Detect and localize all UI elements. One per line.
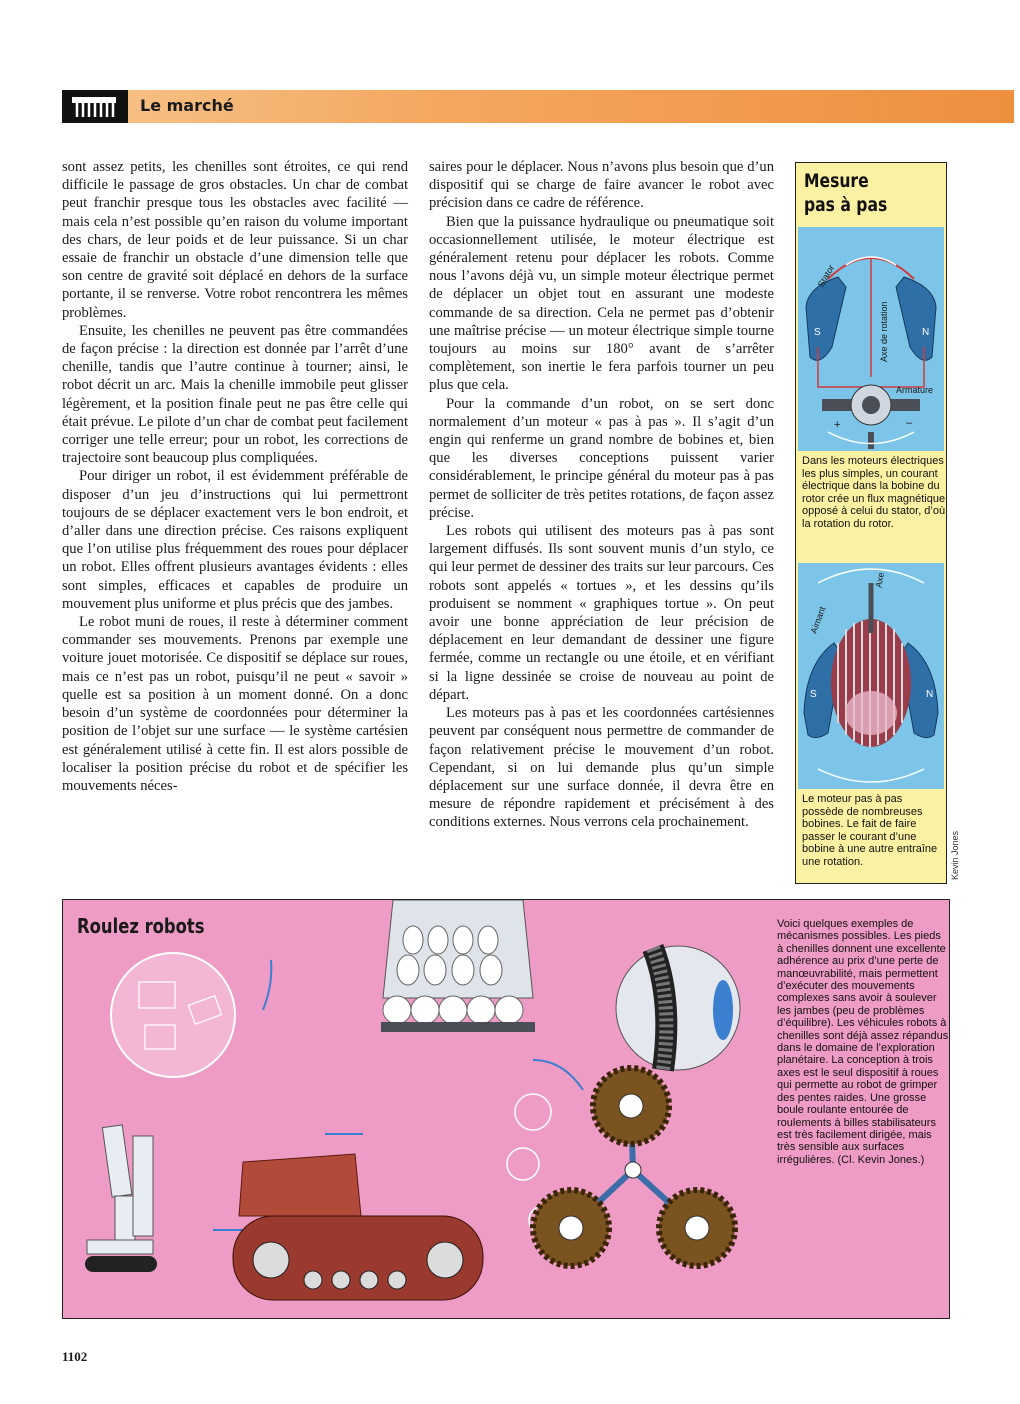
paragraph: sont assez petits, les chenilles sont étroites, ce qui rend difficile le passage de gros obstacles. Un char de combat peut franchir presque tous les obstacles avec facilité — mais cela n’est possible qu’en raison du volume important des chars, de leur poids et de leur puissance. Si un char essaie de franchir un obstacle d’une dimension telle que son centre de gravité soit déplacé en dehors de la surface portante, il se renverse. Votre robot rencontrera les mêmes problèmes.: [62, 159, 408, 321]
paragraph: Pour la commande d’un robot, on se sert donc normalement d’un moteur « pas à pas ». Il s’agit d’un engin qui renferme un grand nombre de bobines et, bien que les diverses conceptions puissent varier considérablement, le principe général du moteur pas à pas permet de solliciter de très petites rotations, de façon assez précise.: [429, 395, 774, 521]
stepper-motor-sidebar: [795, 162, 947, 884]
simple-motor-illustration: [798, 227, 944, 451]
paragraph: Ensuite, les chenilles ne peuvent pas être commandées de façon précise : la direction est donnée par l’arrêt d’une chenille, tandis que l’autre continue à tourner; ainsi, le robot décrit un arc. Mais la chenille immobile peut glisser légèrement, et la position finale peut ne pas être celle qui était prévue. Le pilote d’un char de combat peut facilement corriger une telle erreur; pour un robot, les corrections de trajectoire sont beaucoup plus compliquées.: [62, 322, 408, 467]
paragraph: Les moteurs pas à pas et les coordonnées cartésiennes peuvent par conséquent nous permettre de commander de façon relativement précise le mouvement d’un robot. Cependant, si on lui demande plus qu’un simple déplacement sur une surface donnée, il devra être en mesure de répondre rapidement et précisément à des conditions externes. Nous verrons cela prochainement.: [429, 705, 774, 831]
illustration-credit: Kevin Jones: [950, 830, 960, 880]
stepper-motor-caption: Le moteur pas à pas possède de nombreuses bobines. Le fait de faire passer le courant d’une bobine à une autre entraîne une rotation.: [802, 793, 938, 868]
south-pole-label-2: S: [810, 689, 817, 700]
page-number: 1102: [62, 1349, 88, 1364]
robot-mechanisms-illustration: [63, 900, 763, 1318]
north-pole-label-2: N: [926, 689, 934, 700]
axis-label-2: Axe: [873, 571, 887, 589]
minus-label: –: [906, 417, 913, 429]
armature-label: Armature: [896, 385, 934, 395]
paragraph: Le robot muni de roues, il reste à déterminer comment commander ses mouvements. Prenons par exemple une voiture jouet motorisée. Ce dispositif se déplace sur roues, mais ce n’est pas un robot, puisqu’il ne peut « savoir » quelle est sa position à un moment donné. On a donc besoin d’un système de coordonnées pour déterminer la position de l’objet sur une surface — le système cartésien est généralement utilisé à cette fin. Il est alors possible de localiser la position précise du robot et de spécifier les mouvements néces-: [62, 614, 408, 794]
simple-motor-caption: Dans les moteurs électriques les plus simples, un courant électrique dans la bobine du rotor crée un flux magnétique opposé à celui du stator, d’où la rotation du rotor.: [802, 455, 946, 530]
box-caption: Voici quelques exemples de mécanismes possibles. Les pieds à chenilles donnent une excellente adhérence au prix d’une perte de manœuvrabilité, mais permettent d’exécuter des mouvements complexes sans avoir à soulever les jambes (peu de problèmes d’équilibre). Les véhicules robots à chenilles sont déjà assez répandus dans le domaine de l’exploration planétaire. La conception à trois axes est le seul dispositif à roues qui permette au robot de grimper des pentes raides. Une grosse boule roulante entourée de roulements à billes stabilisateurs est très facilement dirigée, mais très sensible aux surfaces irrégulières. (Cl. Kevin Jones.): [777, 918, 949, 1166]
article-column-2: [429, 158, 774, 832]
axis-label: Axe de rotation: [879, 301, 889, 362]
plus-label: +: [834, 419, 841, 431]
sidebar-title: Mesure pas à pas: [804, 170, 888, 216]
paragraph: saires pour le déplacer. Nous n’avons plus besoin que d’un dispositif qui se charge de faire avancer le robot avec précision dans ce cadre de référence.: [429, 159, 774, 212]
section-title: Le marché: [140, 96, 234, 115]
north-pole-label: N: [922, 327, 930, 338]
south-pole-label: S: [814, 327, 821, 338]
stepper-motor-illustration: [798, 563, 944, 789]
stator-label: Stator: [815, 263, 837, 289]
paragraph: Pour diriger un robot, il est évidemment préférable de disposer d’un jeu d’instructions qui lui permettront toujours de se déplacer exactement vers le bon endroit, et d’aller dans une direction précise. Ces raisons expliquent que l’on utilise plus fréquemment des roues pour déplacer un robot. Elles offrent plusieurs avantages évidents : elles sont simples, efficaces et capables de produire un mouvement plus uniforme et plus précis que des jambes.: [62, 468, 408, 612]
rolling-robots-box: [62, 899, 950, 1319]
box-title: Roulez robots: [77, 914, 205, 938]
article-column-1: [62, 158, 408, 795]
paragraph: Les robots qui utilisent des moteurs pas à pas sont largement diffusés. Ils sont souvent munis d’un stylo, ce qui leur permet de dessiner des traits sur leur parcours. Ces robots sont appelés « tortues », et les dessins qu’ils produisent se nomment « graphiques tortue ». On peut avoir une bonne appréciation de leur précision de déplacement en leur demandant de dessiner une figure fermée, comme un rectangle ou une étoile, et en vérifiant si la ligne dessinée se croise de nouveau au point de départ.: [429, 523, 774, 703]
paragraph: Bien que la puissance hydraulique ou pneumatique soit occasionnellement utilisée, le moteur électrique est généralement retenu pour déplacer les robots. Comme nous l’avons déjà vu, un simple moteur électrique permet de déplacer un objet tout en assurant une modeste commande de sa direction. Cela ne permet pas d’obtenir une maîtrise précise — un moteur électrique simple tourne toujours au moins sur 180° avant de s’arrêter complètement, son inertie le fera parfois tourner un peu plus que cela.: [429, 213, 774, 394]
comb-icon: [62, 90, 128, 123]
magnet-label: Aimant: [808, 605, 828, 635]
